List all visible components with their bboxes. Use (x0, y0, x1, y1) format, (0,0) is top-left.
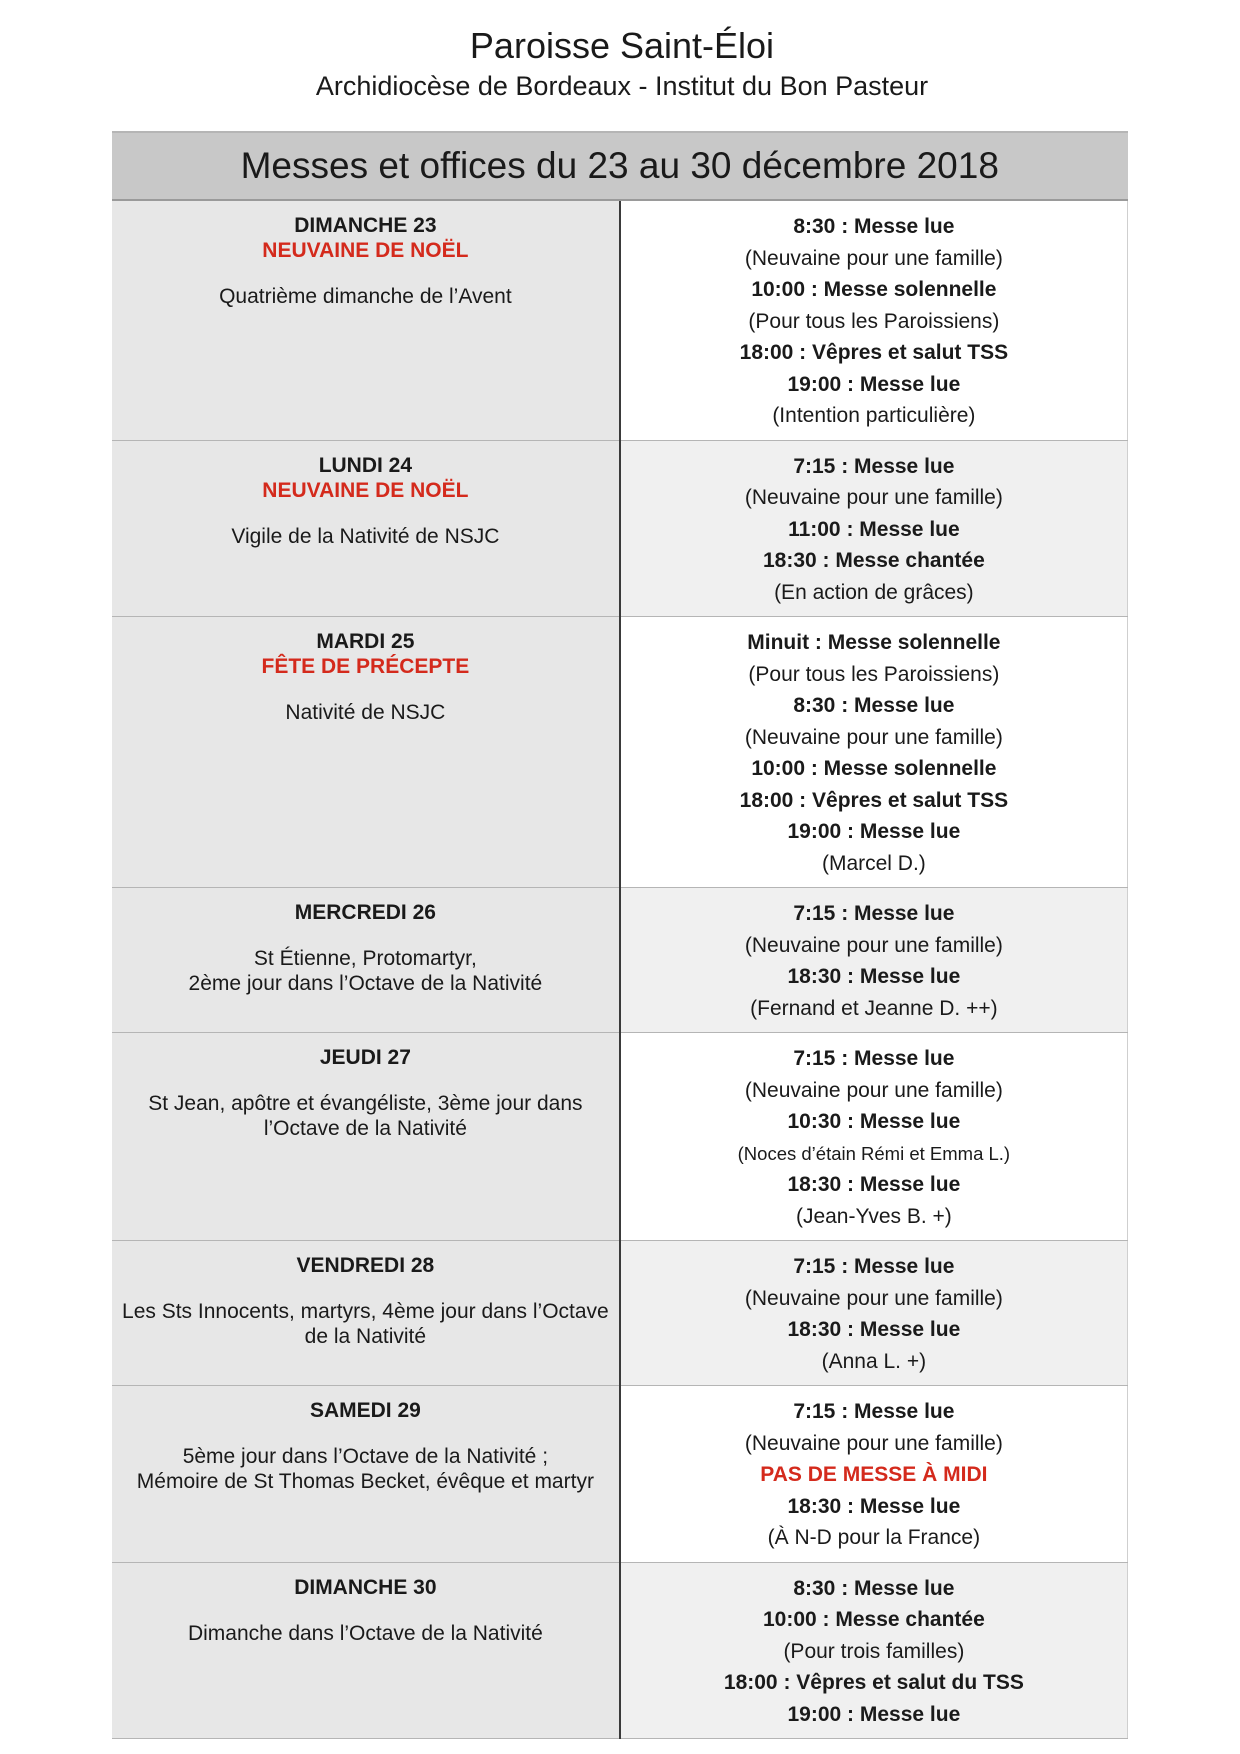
liturgy-text: St Jean, apôtre et évangéliste, 3ème jour dans l’Octave de la Nativité (148, 1092, 583, 1140)
table-row (112, 1386, 1128, 1563)
mass-title: 11:00 : Messe lue (788, 517, 960, 541)
table-row (112, 1562, 1128, 1739)
liturgy-text: Nativité de NSJC (285, 701, 446, 724)
masses-cell (620, 1562, 1128, 1739)
day-name: SAMEDI 29 (309, 1399, 421, 1422)
schedule-title: Messes et offices du 23 au 30 décembre 2018 (112, 132, 1128, 200)
mass-intention: (Neuvaine pour une famille) (744, 1078, 1003, 1102)
liturgy-text: Les Sts Innocents, martyrs, 4ème jour dans l’Octave de la Nativité (122, 1300, 609, 1348)
liturgy-text: Vigile de la Nativité de NSJC (231, 524, 500, 548)
mass-intention: (Pour tous les Paroissiens) (748, 309, 1000, 333)
liturgy-text: Quatrième dimanche de l’Avent (219, 285, 512, 308)
masses-cell (620, 200, 1128, 440)
mass-intention: (Neuvaine pour une famille) (744, 725, 1003, 749)
mass-intention: (Neuvaine pour une famille) (744, 1286, 1003, 1310)
masses-cell (620, 888, 1128, 1033)
diocese-line: Archidiocèse de Bordeaux - Institut du Bon Pasteur (315, 71, 929, 101)
day-name: MERCREDI 26 (294, 901, 436, 924)
mass-intention: (Jean-Yves B. +) (795, 1204, 952, 1228)
mass-title: 18:30 : Messe lue (787, 1318, 961, 1341)
mass-title: 10:30 : Messe lue (787, 1110, 961, 1133)
masses-cell (620, 1386, 1128, 1563)
feast-label: FÊTE DE PRÉCEPTE (261, 655, 470, 678)
masses-cell (620, 1033, 1128, 1241)
mass-intention: (Noces d’étain Rémi et Emma L.) (737, 1142, 1011, 1164)
day-cell (112, 200, 620, 440)
mass-title: 18:00 : Vêpres et salut TSS (739, 788, 1009, 812)
day-cell (112, 1386, 620, 1563)
mass-title: 19:00 : Messe lue (787, 820, 961, 843)
day-cell (112, 1033, 620, 1241)
day-name: DIMANCHE 30 (294, 1575, 437, 1599)
mass-title: 18:30 : Messe lue (787, 1173, 961, 1196)
masses-cell (620, 617, 1128, 888)
mass-title: 18:30 : Messe lue (787, 1494, 961, 1518)
day-name: MARDI 25 (316, 630, 415, 653)
table-row (112, 617, 1128, 888)
table-row (112, 888, 1128, 1033)
mass-title: 7:15 : Messe lue (793, 902, 955, 925)
day-cell (112, 1562, 620, 1739)
day-name: LUNDI 24 (318, 453, 413, 477)
mass-intention: (Pour trois familles) (783, 1639, 965, 1663)
day-cell (112, 440, 620, 617)
mass-intention: (En action de grâces) (774, 580, 974, 604)
mass-title: 7:15 : Messe lue (793, 1400, 955, 1423)
mass-cancel-notice: PAS DE MESSE À MIDI (760, 1463, 988, 1486)
liturgy-text: Dimanche dans l’Octave de la Nativité (187, 1621, 543, 1645)
mass-title: 19:00 : Messe lue (787, 1702, 961, 1726)
parish-name: Paroisse Saint-Éloi (469, 25, 775, 66)
table-row (112, 440, 1128, 617)
mass-intention: (Anna L. +) (821, 1349, 927, 1373)
mass-title: 18:00 : Vêpres et salut TSS (739, 341, 1009, 364)
day-name: VENDREDI 28 (296, 1254, 435, 1277)
day-cell (112, 888, 620, 1033)
mass-intention: (Neuvaine pour une famille) (744, 933, 1003, 957)
mass-title: 19:00 : Messe lue (787, 372, 961, 396)
feast-label: NEUVAINE DE NOËL (262, 239, 469, 262)
schedule-table (112, 131, 1128, 1739)
mass-intention: (Intention particulière) (772, 404, 976, 427)
table-row (112, 200, 1128, 440)
day-cell (112, 1241, 620, 1386)
mass-intention: (Neuvaine pour une famille) (744, 1431, 1003, 1455)
liturgy-text: St Étienne, Protomartyr, 2ème jour dans l’Octave de la Nativité (188, 947, 543, 995)
page-header (0, 22, 1240, 102)
mass-title: 10:00 : Messe solennelle (751, 278, 997, 301)
mass-title: 10:00 : Messe solennelle (751, 757, 997, 780)
day-cell (112, 617, 620, 888)
mass-title: 10:00 : Messe chantée (762, 1608, 985, 1631)
schedule-body (112, 200, 1128, 1739)
mass-title: 7:15 : Messe lue (793, 454, 955, 478)
mass-intention: (Neuvaine pour une famille) (744, 246, 1003, 270)
mass-title: 7:15 : Messe lue (793, 1047, 955, 1070)
mass-title: 18:30 : Messe lue (787, 965, 961, 988)
mass-title: 8:30 : Messe lue (793, 215, 955, 238)
masses-cell (620, 440, 1128, 617)
mass-intention: (À N-D pour la France) (767, 1526, 981, 1549)
day-name: DIMANCHE 23 (294, 214, 437, 237)
mass-intention: (Fernand et Jeanne D. ++) (750, 996, 998, 1020)
mass-intention: (Pour tous les Paroissiens) (748, 662, 1000, 686)
mass-title: 8:30 : Messe lue (793, 694, 955, 717)
liturgy-text: 5ème jour dans l’Octave de la Nativité ; Mémoire de St Thomas Becket, évêque et martyr (136, 1445, 594, 1493)
mass-title: Minuit : Messe solennelle (747, 631, 1001, 654)
mass-title: 7:15 : Messe lue (793, 1255, 955, 1278)
masses-cell (620, 1241, 1128, 1386)
mass-title: 18:30 : Messe chantée (762, 549, 985, 572)
mass-title: 18:00 : Vêpres et salut du TSS (723, 1671, 1024, 1694)
table-row (112, 1033, 1128, 1241)
mass-intention: (Marcel D.) (821, 851, 926, 875)
mass-title: 8:30 : Messe lue (793, 1576, 955, 1600)
day-name: JEUDI 27 (319, 1046, 411, 1069)
table-row (112, 1241, 1128, 1386)
mass-intention: (Neuvaine pour une famille) (744, 486, 1003, 509)
feast-label: NEUVAINE DE NOËL (262, 478, 469, 502)
